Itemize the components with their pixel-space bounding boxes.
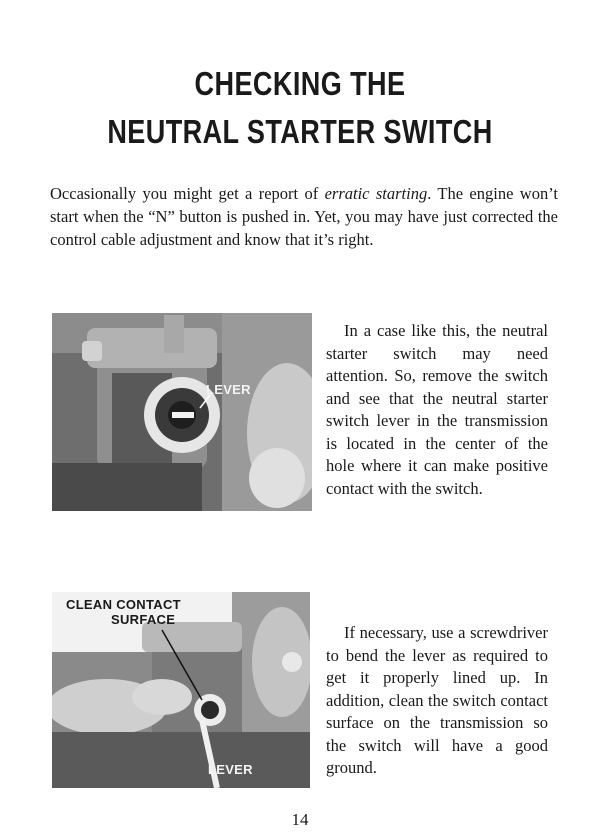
contact-surface-photo: [52, 592, 310, 788]
page-title-line-1: CHECKING THE: [194, 65, 406, 102]
intro-text-start: Occasionally you might get a report of: [50, 184, 325, 203]
page-number: 14: [291, 810, 309, 829]
lever-label-2: LEVER: [208, 762, 253, 777]
intro-paragraph: [50, 182, 558, 251]
switch-lever-illustration: [52, 313, 312, 511]
screwdriver-illustration: [52, 592, 310, 788]
callout-surface: SURFACE: [111, 612, 176, 627]
section-2-text: If necessary, use a screwdriver to bend the lever as required to get it properly lined up. In addition, clean the switch contact surface on the transmission so the switch will have a good ground.: [326, 623, 548, 777]
page-title-line-2: NEUTRAL STARTER SWITCH: [107, 113, 493, 150]
callout-clean-contact: CLEAN CONTACT: [66, 597, 181, 612]
intro-text-end: . The engine won’t start when the “N” button is pushed in. Yet, you may have just corrected the control cable adjustment and know that it’s right.: [50, 184, 558, 249]
switch-lever-photo: [52, 313, 312, 511]
intro-emphasis: erratic starting: [324, 184, 428, 203]
lever-label: LEVER: [206, 382, 251, 397]
section-1-text: In a case like this, the neutral starter switch may need attention. So, remove the switch and see that the neutral starter switch lever in the transmission is located in the center of the hole where it can make positive contact with the switch.: [326, 321, 548, 498]
